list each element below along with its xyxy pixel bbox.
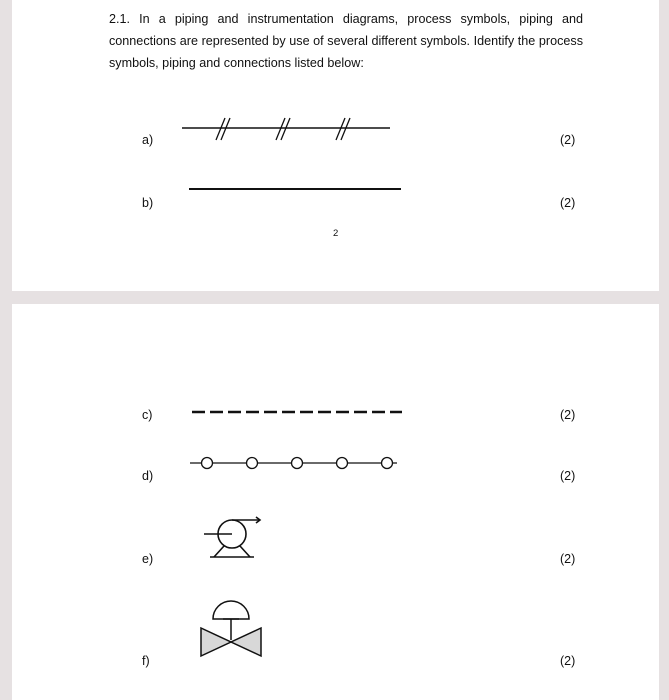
page-number: 2	[333, 228, 339, 239]
solid-line-symbol	[189, 187, 404, 193]
item-a-label: a)	[142, 133, 154, 147]
line-with-circles-symbol	[190, 453, 405, 473]
dashed-line-symbol	[192, 408, 407, 416]
item-d-marks: (2)	[560, 469, 576, 483]
item-f-label: f)	[142, 654, 150, 668]
page-1	[12, 0, 659, 291]
page-2	[12, 304, 659, 700]
item-f-marks: (2)	[560, 654, 576, 668]
item-a-marks: (2)	[560, 133, 576, 147]
item-c-marks: (2)	[560, 408, 576, 422]
question-text: 2.1. In a piping and instrumentation diagrams, process symbols, piping and connections are represented by use of several different symbols. Identify the process symbols, piping and connections listed below:	[109, 12, 583, 70]
item-e-label: e)	[142, 552, 154, 566]
item-e-marks: (2)	[560, 552, 576, 566]
item-d-label: d)	[142, 469, 154, 483]
control-valve-symbol	[197, 598, 269, 662]
item-b-marks: (2)	[560, 196, 576, 210]
pipe-with-hash-marks-symbol	[182, 115, 392, 147]
item-c-label: c)	[142, 408, 153, 422]
pump-symbol	[202, 512, 274, 572]
item-b-label: b)	[142, 196, 154, 210]
